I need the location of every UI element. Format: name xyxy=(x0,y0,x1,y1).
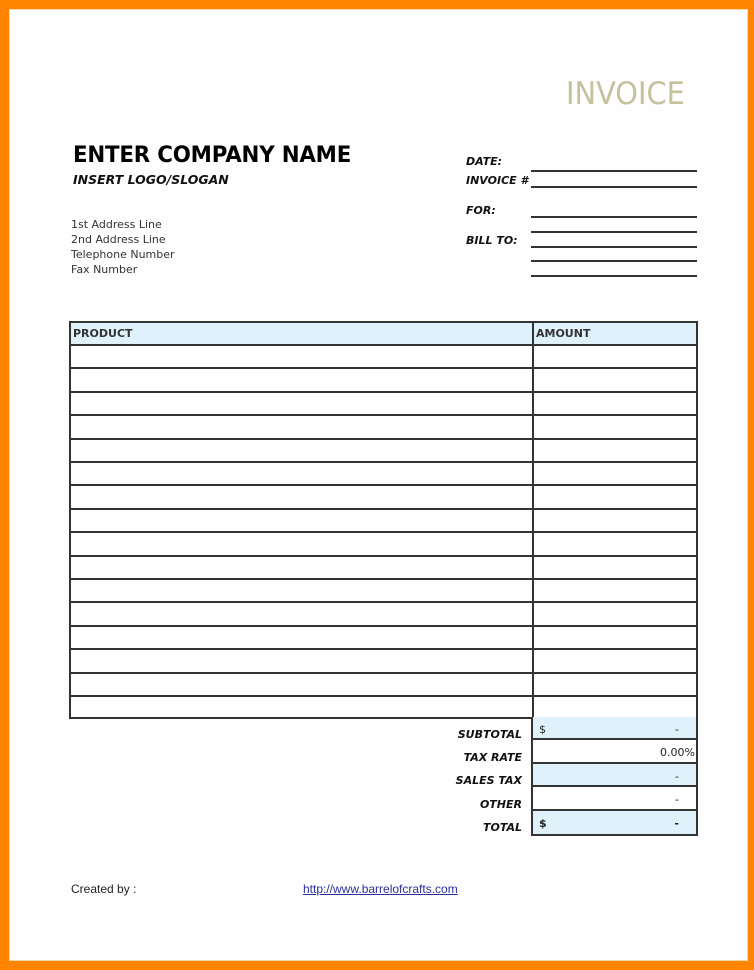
bill-to-field-1[interactable] xyxy=(531,231,697,233)
other-cell[interactable] xyxy=(533,787,696,810)
address-line-1[interactable]: 1st Address Line xyxy=(71,218,162,231)
created-by-label: Created by : xyxy=(71,882,137,896)
column-divider xyxy=(532,323,534,717)
total-value: - xyxy=(674,816,679,830)
totals-box xyxy=(531,717,698,836)
telephone-number[interactable]: Telephone Number xyxy=(71,248,175,261)
subtotal-label: SUBTOTAL xyxy=(457,728,522,741)
tax-rate-value: 0.00% xyxy=(660,746,695,760)
fax-number[interactable]: Fax Number xyxy=(71,263,138,276)
subtotal-value: - xyxy=(675,723,679,736)
invoice-number-field[interactable] xyxy=(531,186,697,188)
for-label: FOR: xyxy=(466,204,496,217)
table-row[interactable] xyxy=(71,346,696,369)
bill-to-field-3[interactable] xyxy=(531,260,697,262)
total-currency: $ xyxy=(539,816,547,830)
total-cell[interactable] xyxy=(533,811,696,834)
other-label: OTHER xyxy=(479,798,522,811)
invoice-title: INVOICE xyxy=(566,76,685,112)
table-row[interactable] xyxy=(71,674,696,697)
table-row[interactable] xyxy=(71,393,696,416)
subtotal-cell[interactable] xyxy=(533,717,696,740)
table-row[interactable] xyxy=(71,369,696,392)
company-name[interactable]: ENTER COMPANY NAME xyxy=(73,143,352,168)
bill-to-label: BILL TO: xyxy=(466,234,518,247)
table-row[interactable] xyxy=(71,533,696,556)
subtotal-currency: $ xyxy=(539,723,546,736)
table-row[interactable] xyxy=(71,440,696,463)
table-row[interactable] xyxy=(71,510,696,533)
sales-tax-label: SALES TAX xyxy=(455,774,522,787)
table-row[interactable] xyxy=(71,486,696,509)
address-line-2[interactable]: 2nd Address Line xyxy=(71,233,166,246)
date-field[interactable] xyxy=(531,170,697,172)
table-row[interactable] xyxy=(71,603,696,626)
tax-rate-label: TAX RATE xyxy=(463,751,522,764)
other-value: - xyxy=(675,793,679,807)
logo-slogan[interactable]: INSERT LOGO/SLOGAN xyxy=(73,172,229,187)
column-header-amount: AMOUNT xyxy=(536,327,591,340)
table-row[interactable] xyxy=(71,627,696,650)
table-row[interactable] xyxy=(71,463,696,486)
tax-rate-cell[interactable] xyxy=(533,740,696,763)
column-header-product: PRODUCT xyxy=(73,327,133,340)
bill-to-field-2[interactable] xyxy=(531,246,697,248)
for-field[interactable] xyxy=(531,216,697,218)
bill-to-field-4[interactable] xyxy=(531,275,697,277)
sales-tax-cell[interactable] xyxy=(533,764,696,787)
date-label: DATE: xyxy=(466,155,503,168)
sales-tax-value: - xyxy=(675,769,679,783)
table-row[interactable] xyxy=(71,416,696,439)
website-link[interactable]: http://www.barrelofcrafts.com xyxy=(303,882,458,896)
total-label: TOTAL xyxy=(482,821,522,834)
table-row[interactable] xyxy=(71,650,696,673)
invoice-number-label: INVOICE # xyxy=(466,174,529,187)
table-header xyxy=(71,323,696,346)
table-row[interactable] xyxy=(71,557,696,580)
table-row[interactable] xyxy=(71,580,696,603)
product-table xyxy=(69,321,698,719)
